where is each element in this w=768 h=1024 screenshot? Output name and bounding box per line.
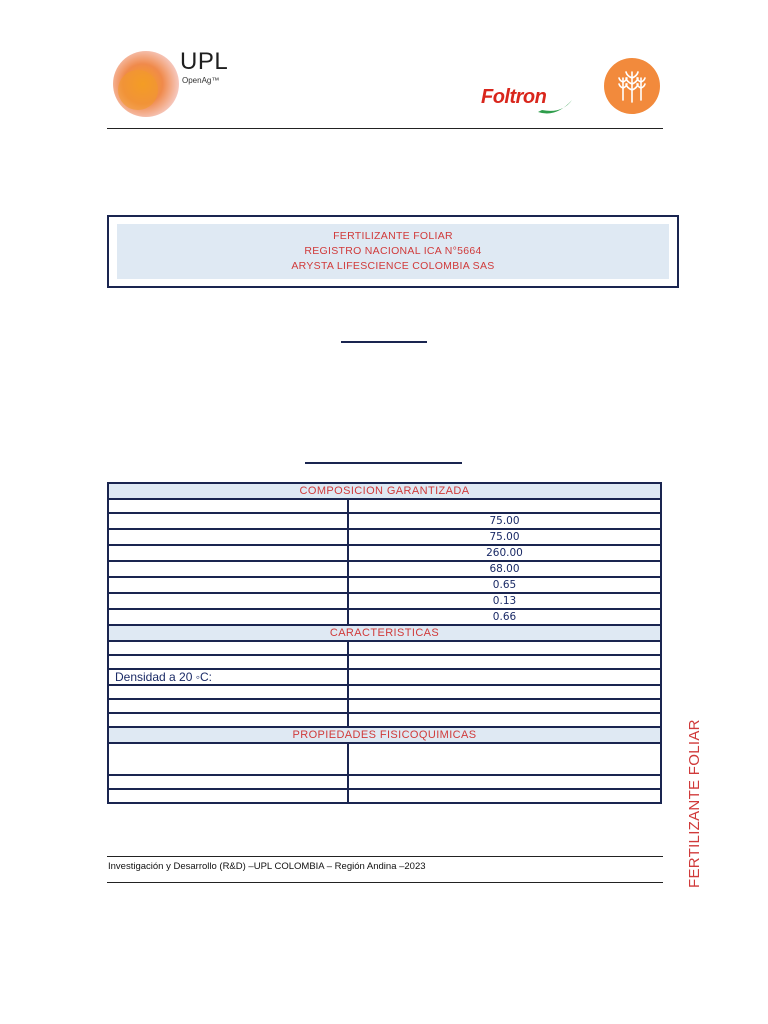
table-row [108,699,661,713]
upl-tagline: OpenAg™ [182,76,220,85]
title-underline [341,341,427,343]
density-label: Densidad a 20 ◦C: [108,669,348,685]
table-row [108,545,661,561]
table-row [108,625,661,641]
section-header-characteristics: CARACTERISTICAS [108,625,661,641]
header-divider [107,128,663,129]
composition-value: 0.66 [348,609,661,625]
table-row [108,775,661,789]
section-header-composition: COMPOSICION GARANTIZADA [108,483,661,499]
product-info-box [107,215,679,288]
table-row [108,499,661,513]
table-row [108,513,661,529]
spec-table [107,482,662,804]
footer-text: Investigación y Desarrollo (R&D) –UPL COLOMBIA – Región Andina –2023 [108,861,426,872]
table-row [108,789,661,803]
table-row [108,669,661,685]
characteristic-label [108,641,348,655]
characteristic-label [108,699,348,713]
table-row [108,561,661,577]
footer-divider-bottom [107,882,663,883]
composition-value [348,499,661,513]
table-row [108,593,661,609]
side-label: FERTILIZANTE FOLIAR [686,719,703,888]
table-row [108,641,661,655]
composition-value: 75.00 [348,529,661,545]
footer-divider-top [107,856,663,857]
characteristic-label [108,655,348,669]
table-row [108,609,661,625]
product-info-panel [117,224,669,279]
table-row [108,743,661,775]
product-type: FERTILIZANTE FOLIAR [333,230,453,242]
characteristic-label [108,713,348,727]
table-row [108,685,661,699]
table-row [108,529,661,545]
composition-value: 260.00 [348,545,661,561]
table-row [108,483,661,499]
section-header-properties: PROPIEDADES FISICOQUIMICAS [108,727,661,743]
table-row [108,577,661,593]
table-row [108,655,661,669]
leaf-icon [536,96,574,116]
company-name: ARYSTA LIFESCIENCE COLOMBIA SAS [291,260,495,272]
table-row [108,713,661,727]
composition-value: 75.00 [348,513,661,529]
subtitle-underline [305,462,462,464]
composition-value: 0.65 [348,577,661,593]
composition-value: 0.13 [348,593,661,609]
foltron-logo-text: Foltron [481,86,547,108]
composition-value: 68.00 [348,561,661,577]
wheat-icon [604,58,660,114]
registry-number: REGISTRO NACIONAL ICA N°5664 [304,245,482,257]
table-row [108,727,661,743]
characteristic-label [108,685,348,699]
upl-brand-text: UPL [180,48,229,75]
